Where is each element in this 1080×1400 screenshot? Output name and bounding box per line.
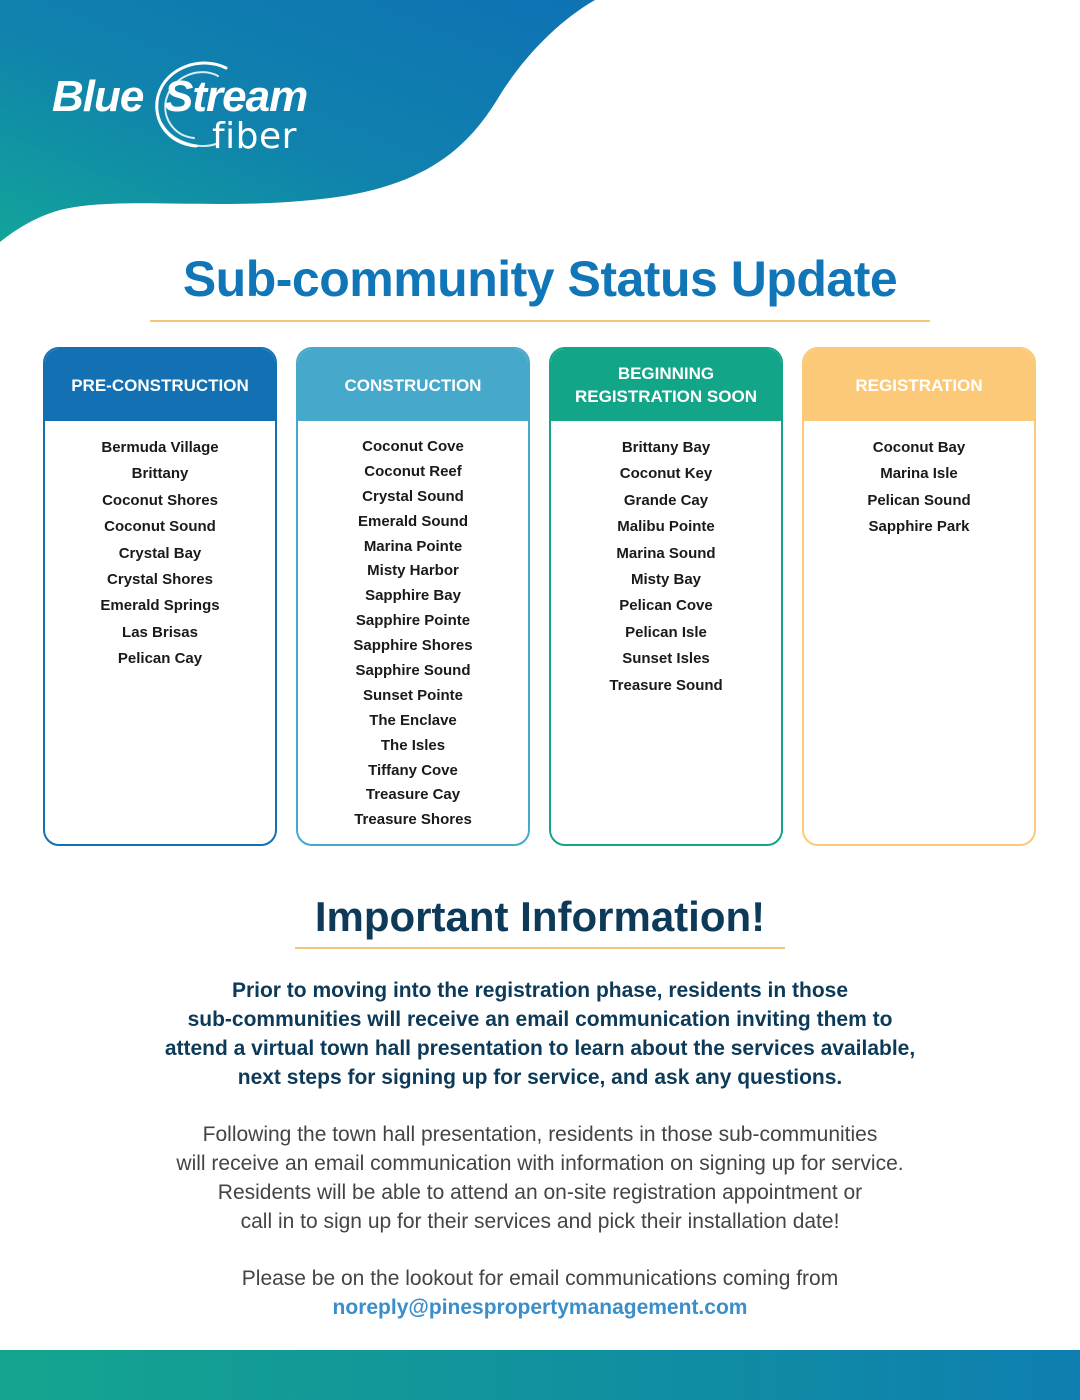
list-item: Coconut Reef xyxy=(364,462,462,480)
email-address-link[interactable]: noreply@pinespropertymanagement.com xyxy=(332,1296,748,1319)
list-item: Brittany xyxy=(131,465,189,483)
list-item: Coconut Key xyxy=(619,465,713,483)
paragraph-line: Prior to moving into the registration phase, residents in those xyxy=(231,979,849,1002)
column-heading: REGISTRATION xyxy=(804,349,1034,421)
lookout-text: Please be on the lookout for email communications coming from xyxy=(241,1267,839,1290)
list-item: Coconut Bay xyxy=(872,439,966,456)
list-item: The Isles xyxy=(380,736,446,754)
list-item: Las Brisas xyxy=(122,623,198,641)
list-item: Crystal Shores xyxy=(107,570,213,588)
status-column-construction xyxy=(296,347,530,846)
page-title: Sub-community Status Update xyxy=(182,251,898,307)
info-divider xyxy=(295,947,785,949)
list-item: Emerald Springs xyxy=(100,597,220,615)
community-list xyxy=(551,421,781,699)
column-heading-line: REGISTRATION SOON xyxy=(575,387,757,406)
list-item: Pelican Cay xyxy=(117,650,203,668)
info-bold-paragraph xyxy=(90,976,990,1092)
paragraph-line: call in to sign up for their services and pick their installation date! xyxy=(240,1210,840,1233)
list-item: Misty Harbor xyxy=(367,562,459,580)
list-item: Sunset Pointe xyxy=(362,686,463,704)
list-item: Pelican Cove xyxy=(619,597,713,615)
list-item: Crystal Bay xyxy=(118,544,202,562)
list-item: Marina Sound xyxy=(616,544,716,562)
list-item: Emerald Sound xyxy=(357,512,469,530)
list-item: Brittany Bay xyxy=(621,439,711,456)
paragraph-line: Following the town hall presentation, residents in those sub-communities xyxy=(202,1123,878,1146)
column-heading: CONSTRUCTION xyxy=(298,349,528,421)
list-item: Treasure Shores xyxy=(354,811,472,829)
community-list xyxy=(298,421,528,833)
paragraph-line: next steps for signing up for service, and ask any questions. xyxy=(237,1066,843,1089)
footer-bar xyxy=(0,1350,1080,1400)
column-heading-line: BEGINNING xyxy=(617,364,715,383)
column-heading xyxy=(551,349,781,421)
list-item: Coconut Shores xyxy=(102,491,218,509)
list-item: Tiffany Cove xyxy=(368,761,458,779)
column-heading: PRE-CONSTRUCTION xyxy=(45,349,275,421)
list-item: Malibu Pointe xyxy=(617,518,715,536)
list-item: Bermuda Village xyxy=(101,439,219,456)
list-item: Coconut Cove xyxy=(362,438,464,455)
list-item: Sapphire Shores xyxy=(353,637,473,655)
list-item: Sunset Isles xyxy=(622,650,710,668)
list-item: Grande Cay xyxy=(623,491,709,509)
list-item: Pelican Sound xyxy=(867,491,971,509)
list-item: Sapphire Pointe xyxy=(355,612,471,630)
list-item: Treasure Sound xyxy=(609,676,723,694)
paragraph-line: attend a virtual town hall presentation to learn about the services available, xyxy=(164,1037,916,1060)
list-item: Coconut Sound xyxy=(104,518,216,536)
info-plain-paragraph xyxy=(90,1120,990,1236)
list-item: Sapphire Park xyxy=(868,518,970,536)
list-item: Sapphire Sound xyxy=(355,662,471,680)
list-item: Misty Bay xyxy=(630,570,702,588)
status-column-registration xyxy=(802,347,1036,846)
list-item: Pelican Isle xyxy=(625,623,707,641)
list-item: Marina Pointe xyxy=(363,537,463,555)
list-item: Treasure Cay xyxy=(365,786,461,804)
status-column-pre-construction xyxy=(43,347,277,846)
list-item: Sapphire Bay xyxy=(365,587,461,605)
status-column-beginning-registration-soon xyxy=(549,347,783,846)
list-item: Crystal Sound xyxy=(362,487,464,505)
logo-word-fiber: fiber xyxy=(212,116,297,157)
important-info-heading: Important Information! xyxy=(314,893,766,940)
community-list xyxy=(804,421,1034,541)
community-list xyxy=(45,421,275,673)
paragraph-line: sub-communities will receive an email communication inviting them to xyxy=(187,1008,893,1031)
list-item: Marina Isle xyxy=(880,465,958,483)
logo-word-blue: Blue xyxy=(52,72,144,121)
bluestream-fiber-logo xyxy=(52,58,342,158)
logo-word-stream: Stream xyxy=(164,72,308,121)
list-item: The Enclave xyxy=(369,711,457,729)
title-divider xyxy=(150,320,930,322)
paragraph-line: Residents will be able to attend an on-site registration appointment or xyxy=(217,1181,863,1204)
paragraph-line: will receive an email communication with information on signing up for service. xyxy=(176,1152,904,1175)
